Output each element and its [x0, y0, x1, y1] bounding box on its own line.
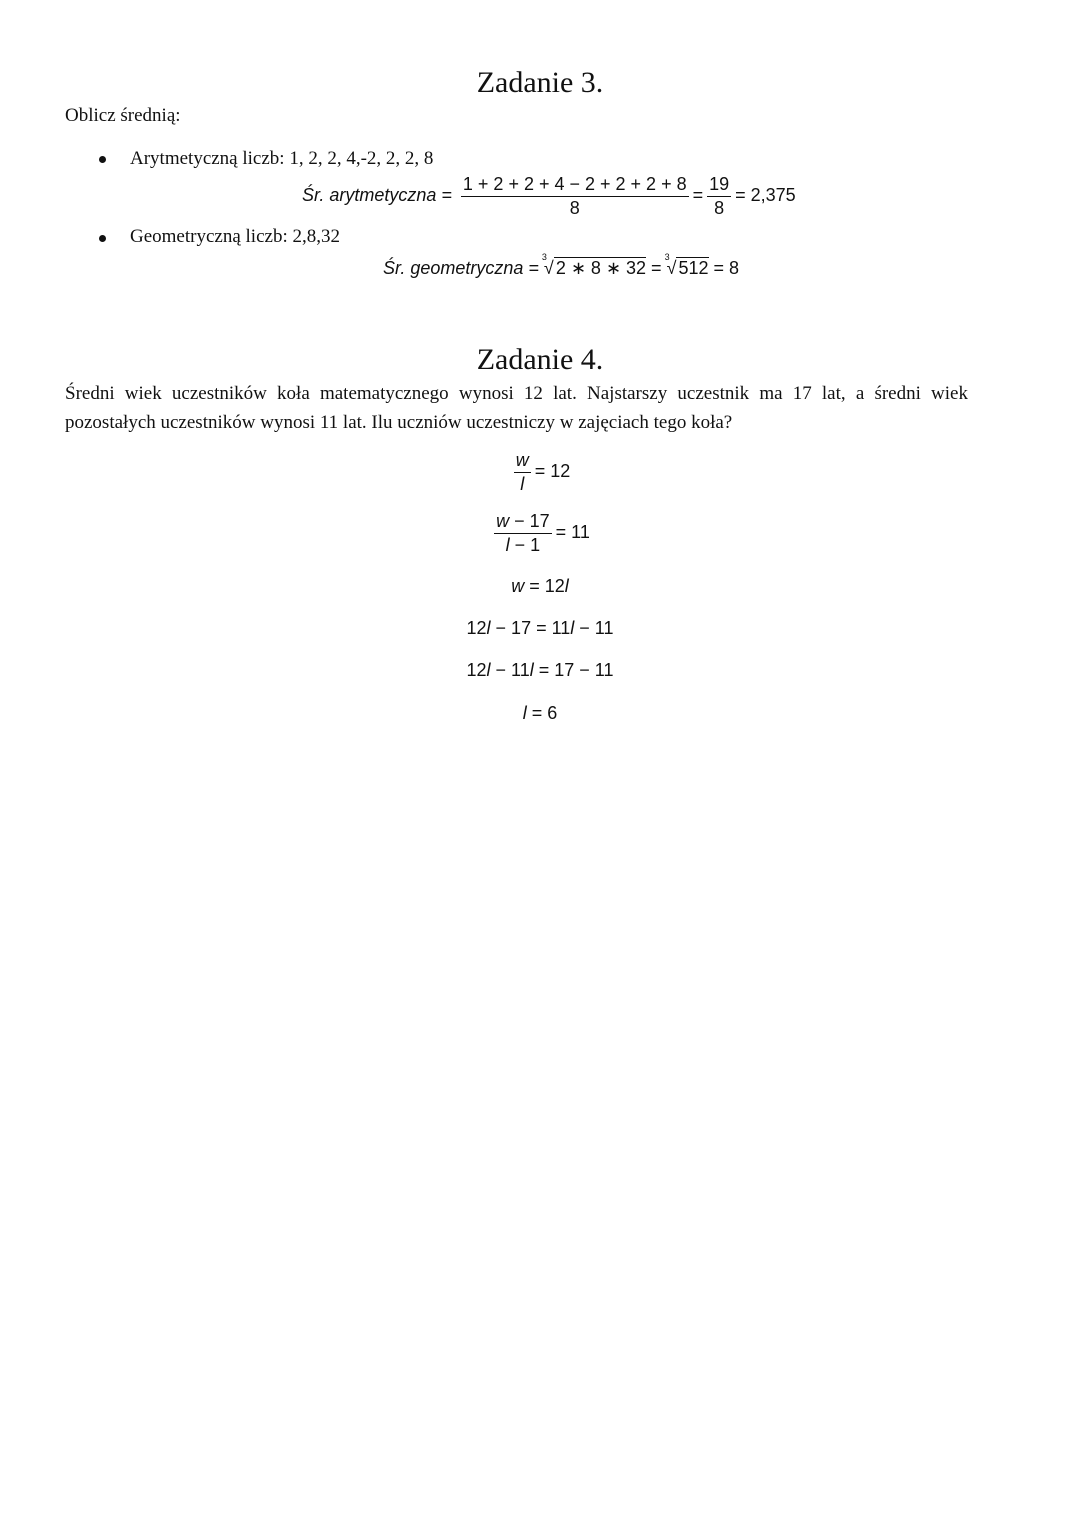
equation-4: [0, 618, 1080, 639]
denominator: 8: [714, 198, 725, 218]
term: − 17: [509, 511, 550, 531]
numerator: [494, 511, 552, 534]
task3-intro: Oblicz średnią:: [65, 105, 181, 126]
var: l: [486, 660, 491, 680]
term: − 1: [509, 535, 541, 555]
result: = 8: [713, 258, 740, 278]
term: − 17 = 11: [490, 618, 571, 638]
task4-title: Zadanie 4.: [476, 343, 604, 376]
task3-bullet-geometric: Geometryczną liczb: 2,8,32: [130, 226, 340, 247]
task3-bullet-arithmetic: Arytmetyczną liczb: 1, 2, 2, 4,-2, 2, 2, 8: [130, 148, 434, 169]
equation-6: [0, 703, 1080, 724]
root-index: 3: [541, 252, 547, 262]
fraction: [461, 174, 689, 218]
numerator: 19: [707, 174, 731, 197]
term: = 12: [524, 576, 565, 596]
rhs: = 11: [555, 521, 590, 542]
numerator: 1 + 2 + 2 + 4 − 2 + 2 + 2 + 8: [461, 174, 689, 197]
var: l: [522, 703, 527, 723]
term: − 11: [574, 618, 614, 638]
numerator: w: [514, 450, 531, 473]
equation-5: [0, 660, 1080, 681]
arithmetic-mean-formula: [302, 174, 796, 218]
result: = 2,375: [735, 184, 796, 205]
equals: =: [651, 258, 662, 278]
term: 12: [466, 618, 487, 638]
term: = 6: [526, 703, 558, 723]
equation-3: [0, 576, 1080, 597]
var: l: [505, 535, 510, 555]
geometric-mean-formula: [383, 252, 740, 279]
var: l: [570, 618, 575, 638]
equals: =: [692, 184, 704, 205]
task4-problem-text: Średni wiek uczestników koła matematycznego wynosi 12 lat. Najstarszy uczestnik ma 17 lat, a średni wiek pozostałych uczestników wynosi 11 lat. Ilu uczniów uczestniczy w zajęciach tego koła?: [65, 383, 968, 433]
equation-2: [0, 511, 1080, 555]
formula-label: Śr. geometryczna =: [383, 258, 539, 278]
term: = 17 − 11: [533, 660, 614, 680]
cube-root: 3 √ 512: [664, 252, 709, 278]
task3-title: Zadanie 3.: [476, 66, 604, 99]
var: l: [564, 576, 569, 596]
denominator: l: [520, 474, 525, 494]
fraction: [494, 511, 552, 555]
var: l: [529, 660, 534, 680]
var: l: [486, 618, 491, 638]
denominator: 8: [569, 198, 580, 218]
fraction: [707, 174, 731, 218]
root-index: 3: [664, 252, 670, 262]
term: 12: [466, 660, 487, 680]
equation-1: [0, 450, 1080, 494]
cube-root: 3 √ 2 ∗ 8 ∗ 32: [541, 252, 647, 278]
radicand: 512: [678, 258, 709, 278]
term: − 11: [490, 660, 530, 680]
formula-label: Śr. arytmetyczna =: [302, 184, 452, 205]
rhs: = 12: [534, 460, 571, 481]
var: w: [496, 511, 510, 531]
var: w: [511, 576, 525, 596]
bullet-icon: [99, 235, 106, 242]
bullet-icon: [99, 156, 106, 163]
radicand: 2 ∗ 8 ∗ 32: [555, 258, 647, 278]
denominator: [506, 534, 541, 555]
fraction: [514, 450, 531, 494]
